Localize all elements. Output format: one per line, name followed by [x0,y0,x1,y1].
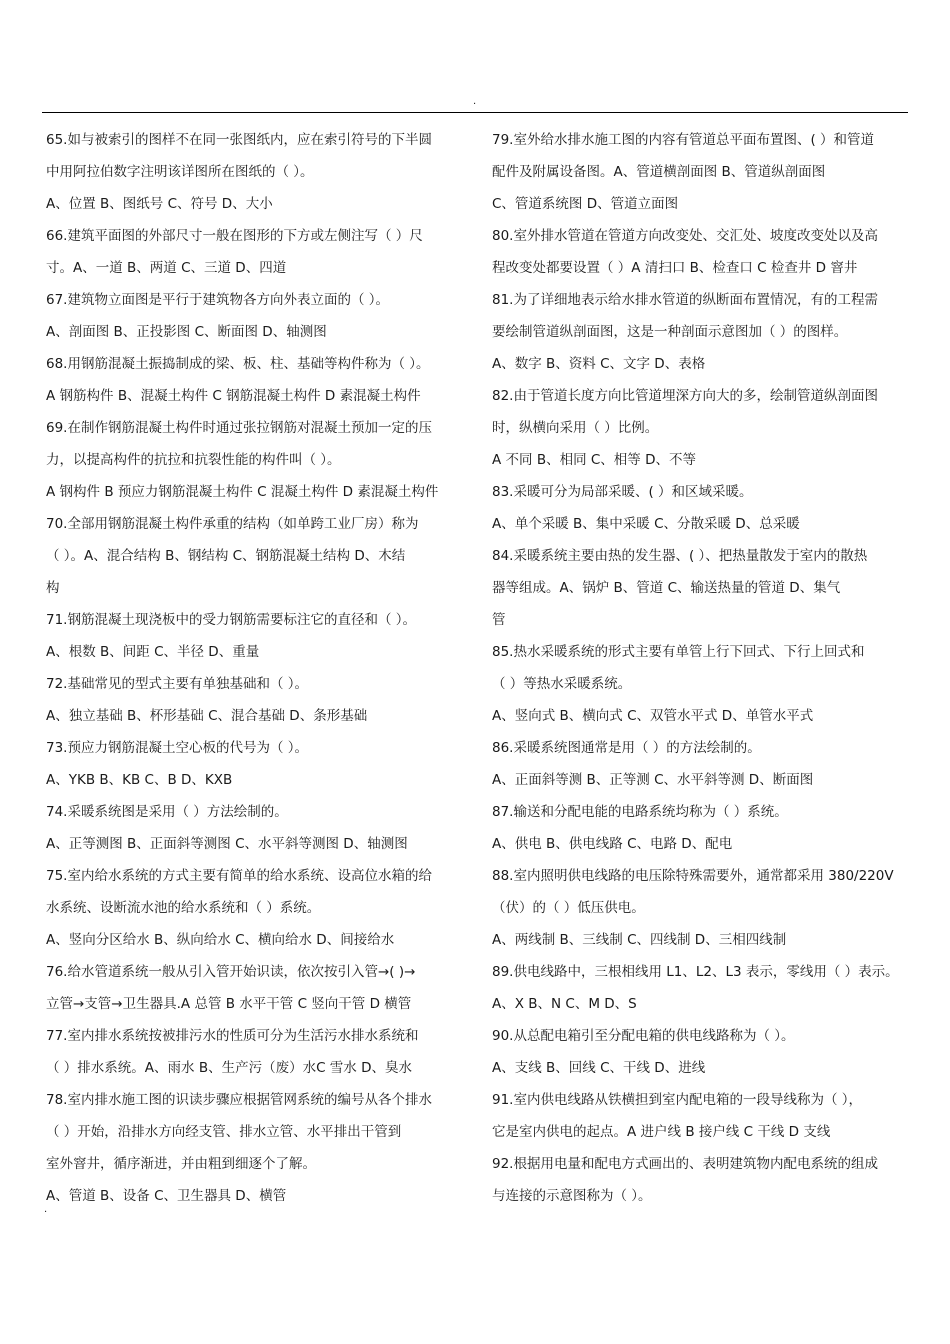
text-line: A、两线制 B、三线制 C、四线制 D、三相四线制 [492,932,787,948]
text-line: 88.室内照明供电线路的电压除特殊需要外，通常都采用 380/220V [492,868,894,884]
text-line: A、YKB B、KB C、B D、KXB [46,772,233,788]
text-line: 时，纵横向采用（ ）比例。 [492,420,659,436]
header-rule [42,112,908,113]
text-line: 81.为了详细地表示给水排水管道的纵断面布置情况，有的工程需 [492,292,878,308]
text-line: 92.根据用电量和配电方式画出的、表明建筑物内配电系统的组成 [492,1156,878,1172]
text-line: （ ）。A、混合结构 B、钢结构 C、钢筋混凝土结构 D、木结 [46,548,406,564]
text-line: 72.基础常见的型式主要有单独基础和（ ）。 [46,676,309,692]
text-line: 83.采暖可分为局部采暖、( ）和区域采暖。 [492,484,753,500]
footer-marker: . [44,1204,48,1215]
text-line: （ ）排水系统。A、雨水 B、生产污（废）水C 雪水 D、臭水 [46,1060,412,1076]
text-line: 80.室外排水管道在管道方向改变处、交汇处、坡度改变处以及高 [492,228,878,244]
text-line: 86.采暖系统图通常是用（ ）的方法绘制的。 [492,740,761,756]
text-line: A、单个采暖 B、集中采暖 C、分散采暖 D、总采暖 [492,516,800,532]
text-line: 77.室内排水系统按被排污水的性质可分为生活污水排水系统和 [46,1028,419,1044]
text-line: A、根数 B、间距 C、半径 D、重量 [46,644,260,660]
text-line: 器等组成。A、锅炉 B、管道 C、输送热量的管道 D、集气 [492,580,841,596]
text-line: 84.采暖系统主要由热的发生器、( ）、把热量散发于室内的散热 [492,548,868,564]
text-line: （伏）的（ ）低压供电。 [492,900,645,916]
text-line: 68.用钢筋混凝土振捣制成的梁、板、柱、基础等构件称为（ ）。 [46,356,430,372]
text-line: A 钢构件 B 预应力钢筋混凝土构件 C 混凝土构件 D 素混凝土构件 [46,484,439,500]
text-line: 66.建筑平面图的外部尺寸一般在图形的下方或左侧注写（ ）尺 [46,228,423,244]
text-line: 73.预应力钢筋混凝土空心板的代号为（ ）。 [46,740,309,756]
text-line: A、正面斜等测 B、正等测 C、水平斜等测 D、断面图 [492,772,814,788]
text-line: 90.从总配电箱引至分配电箱的供电线路称为（ ）。 [492,1028,795,1044]
text-line: （ ）等热水采暖系统。 [492,676,632,692]
text-line: 79.室外给水排水施工图的内容有管道总平面布置图、( ）和管道 [492,132,875,148]
text-line: 它是室内供电的起点。A 进户线 B 接户线 C 干线 D 支线 [492,1124,831,1140]
text-line: 中用阿拉伯数字注明该详图所在图纸的（ ）。 [46,164,314,180]
text-line: 70.全部用钢筋混凝土构件承重的结构（如单跨工业厂房）称为 [46,516,419,532]
text-line: A、竖向式 B、横向式 C、双管水平式 D、单管水平式 [492,708,814,724]
text-line: C、管道系统图 D、管道立面图 [492,196,679,212]
text-line: 配件及附属设备图。A、管道横剖面图 B、管道纵剖面图 [492,164,826,180]
text-line: 室外窨井，循序渐进，并由粗到细逐个了解。 [46,1156,316,1172]
right-column [492,124,908,1212]
text-line: 要绘制管道纵剖面图，这是一种剖面示意图加（ ）的图样。 [492,324,848,340]
text-line: A、供电 B、供电线路 C、电路 D、配电 [492,836,733,852]
text-line: A、剖面图 B、正投影图 C、断面图 D、轴测图 [46,324,327,340]
text-line: 构 [46,580,60,596]
text-line: A、独立基础 B、杯形基础 C、混合基础 D、条形基础 [46,708,368,724]
text-line: 78.室内排水施工图的识读步骤应根据管网系统的编号从各个排水 [46,1092,432,1108]
text-line: 85.热水采暖系统的形式主要有单管上行下回式、下行上回式和 [492,644,865,660]
text-line: 76.给水管道系统一般从引入管开始识读，依次按引入管→( )→ [46,964,416,980]
text-line: 71.钢筋混凝土现浇板中的受力钢筋需要标注它的直径和（ ）。 [46,612,417,628]
text-line: A 不同 B、相同 C、相等 D、不等 [492,452,696,468]
left-column [46,124,464,1212]
text-line: A、竖向分区给水 B、纵向给水 C、横向给水 D、间接给水 [46,932,395,948]
text-line: （ ）开始，沿排水方向经支管、排水立管、水平排出干管到 [46,1124,402,1140]
text-line: A、X B、N C、M D、S [492,996,637,1012]
text-line: 力，以提高构件的抗拉和抗裂性能的构件叫（ ）。 [46,452,341,468]
text-line: 82.由于管道长度方向比管道埋深方向大的多，绘制管道纵剖面图 [492,388,878,404]
text-line: 87.输送和分配电能的电路系统均称为（ ）系统。 [492,804,788,820]
text-line: 寸。A、一道 B、两道 C、三道 D、四道 [46,260,287,276]
text-line: 74.采暖系统图是采用（ ）方法绘制的。 [46,804,288,820]
text-line: A、数字 B、资料 C、文字 D、表格 [492,356,706,372]
text-line: A、正等测图 B、正面斜等测图 C、水平斜等测图 D、轴测图 [46,836,408,852]
text-line: 立管→支管→卫生器具.A 总管 B 水平干管 C 竖向干管 D 横管 [46,996,412,1012]
header-marker: . [473,96,477,107]
text-line: 69.在制作钢筋混凝土构件时通过张拉钢筋对混凝土预加一定的压 [46,420,432,436]
text-line: A、位置 B、图纸号 C、符号 D、大小 [46,196,273,212]
text-line: 65.如与被索引的图样不在同一张图纸内，应在索引符号的下半圆 [46,132,432,148]
text-line: 管 [492,612,506,628]
text-line: 水系统、设断流水池的给水系统和（ ）系统。 [46,900,321,916]
text-line: A 钢筋构件 B、混凝土构件 C 钢筋混凝土构件 D 素混凝土构件 [46,388,421,404]
text-line: 67.建筑物立面图是平行于建筑物各方向外表立面的（ ）。 [46,292,390,308]
text-line: A、支线 B、回线 C、干线 D、进线 [492,1060,706,1076]
text-line: 与连接的示意图称为（ ）。 [492,1188,652,1204]
text-line: 89.供电线路中，三根相线用 L1、L2、L3 表示，零线用（ ）表示。 [492,964,899,980]
text-line: A、管道 B、设备 C、卫生器具 D、横管 [46,1188,287,1204]
text-line: 程改变处都要设置（ ）A 清扫口 B、检查口 C 检查井 D 窨井 [492,260,858,276]
text-line: 91.室内供电线路从铁横担到室内配电箱的一段导线称为（ ）， [492,1092,863,1108]
text-line: 75.室内给水系统的方式主要有简单的给水系统、设高位水箱的给 [46,868,432,884]
